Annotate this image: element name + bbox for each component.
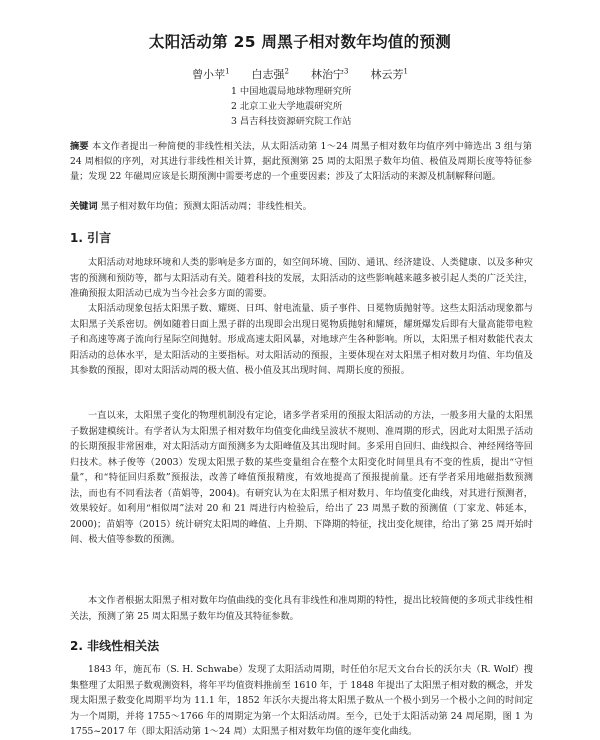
author-affiliation-mark: 1 xyxy=(403,67,408,76)
author-name: 林云芳 xyxy=(370,68,404,81)
author-name: 林治宁 xyxy=(311,68,344,81)
author-list xyxy=(0,66,600,82)
author-affiliation-mark: 1 xyxy=(225,67,230,76)
paragraph: 太阳活动对地球环境和人类的影响是多方面的，如空间环境、国防、通讯、经济建设、人类健康、以及多种灾害的预测和预防等，都与太阳活动有关。随着科技的发展，太阳活动的这些影响越来越多被引起人类的广泛关注，准确预报太阳活动已成为当今社会多方面的需要。 xyxy=(70,257,533,299)
paragraph: 太阳活动现象包括太阳黑子数、耀斑、日珥、射电流量、质子事件、日冕物质抛射等。这些太阳活动现象都与太阳黑子关系密切。例如随着日面上黑子群的出现即会出现日冕物质抛射和耀斑，耀斑爆发后即有大量高能带电粒子和高速等离子流向行星际空间抛射。形成高速太阳风暴，对地球产生各种影响。所以，太阳黑子相对数能代表太阳活动的总体水平，是太阳活动的主要指标。对太阳活动的预报，主要体现在对太阳黑子相对数月均值、年均值及其参数的预报，即对太阳活动周的极大值、极小值及其出现时间、周期长度的预报。 xyxy=(70,303,533,376)
affiliation: 3 昌吉科技资源研究院工作站 xyxy=(231,116,352,127)
author-affiliation-mark: 2 xyxy=(284,67,289,76)
section-heading: 1. 引言 xyxy=(70,231,112,245)
author-name: 曾小苹 xyxy=(192,68,226,81)
paragraph: 1843 年，施瓦布（S. H. Schwabe）发现了太阳活动周期，时任伯尔尼天文台台长的沃尔夫（R. Wolf）搜集整理了太阳黑子数观测资料，将年平均值资料推前至 1610 年，于 1848 年提出了太阳黑子相对数的概念，并发现太阳黑子数变化周期平均为 11.1 年，1852 年沃尔夫提出将太阳黑子数从一个极小到另一个极小之间的时间定为一个周期，并将 1755～1766 年的周期定为第一个太阳活动周。至今，已处于太阳活动第 24 周尾期，图 1 为 1755~2017 年（即太阳活动第 1～24 周）太阳黑子相对数年均值的逐年变化曲线。 xyxy=(70,664,533,737)
paragraph: 本文作者根据太阳黑子相对数年均值曲线的变化具有非线性和准周期的特性，提出比较简便的多项式非线性相关法，预测了第 25 周太阳黑子数年均值及其特征参数。 xyxy=(70,595,533,622)
affiliation: 2 北京工业大学地震研究所 xyxy=(231,101,343,112)
author-name: 白志强 xyxy=(251,68,285,81)
keywords xyxy=(70,198,532,212)
abstract xyxy=(70,139,532,184)
section-heading: 2. 非线性相关法 xyxy=(70,639,160,653)
paragraph: 一直以来，太阳黑子变化的物理机制没有定论，诸多学者采用的预报太阳活动的方法，一般多用大量的太阳黑子数据建模统计。有学者认为太阳黑子相对数年均值变化曲线呈波状不规则、准周期的形式，因此对太阳黑子活动的长期预报非常困难，对太阳活动方面预测多为太阳峰值及其出现时间。多采用自回归、曲线拟合、神经网络等回归技术。林子俊等（2003）发现太阳黑子数的某些变量组合在整个太阳变化时间里具有不变的性质，提出“守恒量”，和“特征回归系数”预报法，改善了峰值预报精度，有效地提高了预报提前量。还有学者采用地磁指数预测法，而也有不同看法者（苗娟等，2004)。有研究认为在太阳黑子相对数月、年均值变化曲线，对其进行预测者，效果较好。如利用“相似周”法对 20 和 21 周进行内检验后，给出了 23 周黑子数的预测值（丁家龙、韩延本，2000)；苗娟等（2015）统计研究太阳周的峰值、上升期、下降期的特征，找出变化规律，给出了第 25 周开始时间、极大值等参数的预测。 xyxy=(70,410,533,545)
abstract-label: 摘要 xyxy=(70,141,89,152)
author-affiliation-mark: 3 xyxy=(344,67,349,76)
keywords-label: 关键词 xyxy=(70,201,98,212)
abstract-text: 本文作者提出一种简便的非线性相关法，从太阳活动第 1～24 周黑子相对数年均值序列中筛选出 3 组与第 24 周相似的序列，对其进行非线性相关计算，据此预测第 25 周的太阳黑子数年均值、极值及周期长度等特征参量；发现 22 年磁周应该是长期预测中需要考虑的一个重要因素；涉及了太阳活动的来源及机制解释问题。 xyxy=(70,141,533,182)
paper-title: 太阳活动第 25 周黑子相对数年均值的预测 xyxy=(148,33,452,51)
keywords-text: 黑子相对数年均值；预测太阳活动周；非线性相关。 xyxy=(100,201,312,212)
affiliation: 1 中国地震局地球物理研究所 xyxy=(231,86,352,97)
